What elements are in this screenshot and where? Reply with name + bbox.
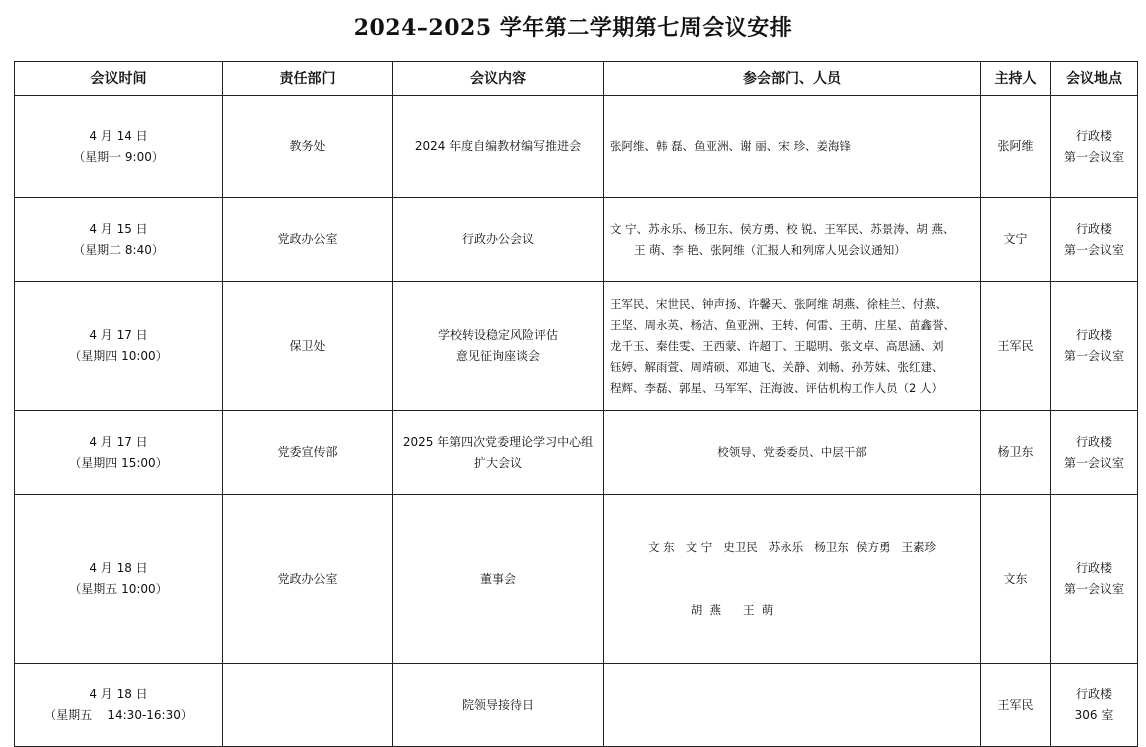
attendees-cell xyxy=(604,282,981,411)
meeting-schedule-table xyxy=(14,61,1138,747)
location-room: 第一会议室 xyxy=(1063,149,1124,164)
attendees-line: 钰婷、解雨萱、周靖硕、邓迪飞、关静、刘畅、孙芳妹、张红建、 xyxy=(610,359,944,374)
attendees-line: 校领导、党委委员、中层干部 xyxy=(717,445,867,459)
meeting-date: 4 月 15 日 xyxy=(89,221,148,236)
location-cell xyxy=(1051,198,1138,282)
meeting-time-cell xyxy=(15,96,223,198)
location-building: 行政楼 xyxy=(1075,328,1112,342)
department-cell: 党政办公室 xyxy=(223,198,393,282)
department-cell: 保卫处 xyxy=(223,282,393,411)
location-cell xyxy=(1051,282,1138,411)
location-room: 第一会议室 xyxy=(1063,582,1124,596)
location-building: 行政楼 xyxy=(1075,561,1112,575)
attendees-cell xyxy=(604,495,981,664)
location-cell xyxy=(1051,664,1138,747)
meeting-content-line: 意见征询座谈会 xyxy=(455,349,540,363)
attendees-line: 程辉、李磊、郭星、马军军、汪海波、评估机构工作人员（2 人） xyxy=(610,380,943,395)
host-cell: 张阿维 xyxy=(981,96,1051,198)
attendees-cell xyxy=(604,96,981,198)
department-cell: 教务处 xyxy=(223,96,393,198)
attendees-line: 龙千玉、秦佳雯、王西蒙、许超丁、王聪明、张文卓、高思涵、刘 xyxy=(610,338,944,353)
host-cell: 杨卫东 xyxy=(981,411,1051,495)
department-cell: 党委宣传部 xyxy=(223,411,393,495)
location-cell xyxy=(1051,411,1138,495)
meeting-weekday-time: （星期五 10:00） xyxy=(69,582,168,596)
meeting-content-line: 学校转设稳定风险评估 xyxy=(437,328,558,342)
attendees-line: 王坚、周永英、杨洁、鱼亚洲、王转、何雷、王萌、庄星、苗鑫誉、 xyxy=(610,317,955,332)
meeting-date: 4 月 17 日 xyxy=(89,434,148,449)
meeting-time-cell xyxy=(15,282,223,411)
meeting-date: 4 月 14 日 xyxy=(89,128,148,143)
meeting-weekday-time: （星期四 15:00） xyxy=(69,455,168,470)
attendees-line: 胡 燕 王 萌 xyxy=(690,603,774,617)
attendees-cell xyxy=(604,411,981,495)
table-row xyxy=(15,198,1138,282)
meeting-content-line: 2024 年度自编教材编写推进会 xyxy=(414,139,582,153)
meeting-content-line: 院领导接待日 xyxy=(461,697,534,712)
attendees-line: 王军民、宋世民、钟声扬、许馨天、张阿维 胡燕、徐桂兰、付燕、 xyxy=(610,296,948,311)
location-building: 行政楼 xyxy=(1075,221,1112,236)
column-header-content: 会议内容 xyxy=(393,62,604,96)
location-building: 行政楼 xyxy=(1075,687,1112,701)
attendees-cell xyxy=(604,664,981,747)
column-header-department: 责任部门 xyxy=(223,62,393,96)
host-cell: 文宁 xyxy=(981,198,1051,282)
column-header-host: 主持人 xyxy=(981,62,1051,96)
meeting-content-cell xyxy=(393,282,604,411)
table-row xyxy=(15,282,1138,411)
location-room: 306 室 xyxy=(1074,708,1114,722)
meeting-content-line: 董事会 xyxy=(479,571,516,586)
meeting-date: 4 月 18 日 xyxy=(89,561,148,575)
meeting-content-cell xyxy=(393,411,604,495)
meeting-content-line: 扩大会议 xyxy=(473,455,522,470)
department-cell: 党政办公室 xyxy=(223,495,393,664)
location-room: 第一会议室 xyxy=(1063,242,1124,257)
meeting-weekday-time: （星期五 14:30-16:30） xyxy=(44,708,193,722)
meeting-time-cell xyxy=(15,198,223,282)
location-room: 第一会议室 xyxy=(1063,455,1124,470)
department-cell xyxy=(223,664,393,747)
table-header-row xyxy=(15,62,1138,96)
table-row xyxy=(15,664,1138,747)
meeting-time-cell xyxy=(15,495,223,664)
meeting-content-cell xyxy=(393,198,604,282)
attendees-line: 文 东 文 宁 史卫民 苏永乐 杨卫东 侯方勇 王素珍 xyxy=(648,540,936,554)
attendees-line: 王 萌、李 艳、张阿维（汇报人和列席人见会议通知） xyxy=(634,242,906,257)
meeting-weekday-time: （星期二 8:40） xyxy=(73,242,164,257)
meeting-time-cell xyxy=(15,411,223,495)
meeting-date: 4 月 17 日 xyxy=(89,328,148,342)
meeting-content-cell xyxy=(393,664,604,747)
column-header-time: 会议时间 xyxy=(15,62,223,96)
meeting-weekday-time: （星期一 9:00） xyxy=(73,149,164,164)
column-header-attendees: 参会部门、人员 xyxy=(604,62,981,96)
meeting-content-line: 2025 年第四次党委理论学习中心组 xyxy=(402,434,594,449)
table-row xyxy=(15,411,1138,495)
meeting-time-cell xyxy=(15,664,223,747)
host-cell: 文东 xyxy=(981,495,1051,664)
host-cell: 王军民 xyxy=(981,282,1051,411)
column-header-location: 会议地点 xyxy=(1051,62,1138,96)
location-building: 行政楼 xyxy=(1075,128,1112,143)
meeting-weekday-time: （星期四 10:00） xyxy=(69,349,168,363)
attendees-line: 文 宁、苏永乐、杨卫东、侯方勇、校 锐、王军民、苏景涛、胡 燕、 xyxy=(610,221,955,236)
attendees-cell xyxy=(604,198,981,282)
attendees-line: 张阿维、韩 磊、鱼亚洲、谢 丽、宋 珍、姜海锋 xyxy=(610,139,851,153)
meeting-content-cell xyxy=(393,96,604,198)
meeting-content-line: 行政办公会议 xyxy=(461,232,534,246)
meeting-date: 4 月 18 日 xyxy=(89,687,148,701)
host-cell: 王军民 xyxy=(981,664,1051,747)
table-row xyxy=(15,495,1138,664)
page-title: 2024–2025 学年第二学期第七周会议安排 xyxy=(353,15,793,41)
location-cell xyxy=(1051,495,1138,664)
location-building: 行政楼 xyxy=(1075,434,1112,449)
location-room: 第一会议室 xyxy=(1063,349,1124,363)
table-row xyxy=(15,96,1138,198)
meeting-content-cell xyxy=(393,495,604,664)
location-cell xyxy=(1051,96,1138,198)
